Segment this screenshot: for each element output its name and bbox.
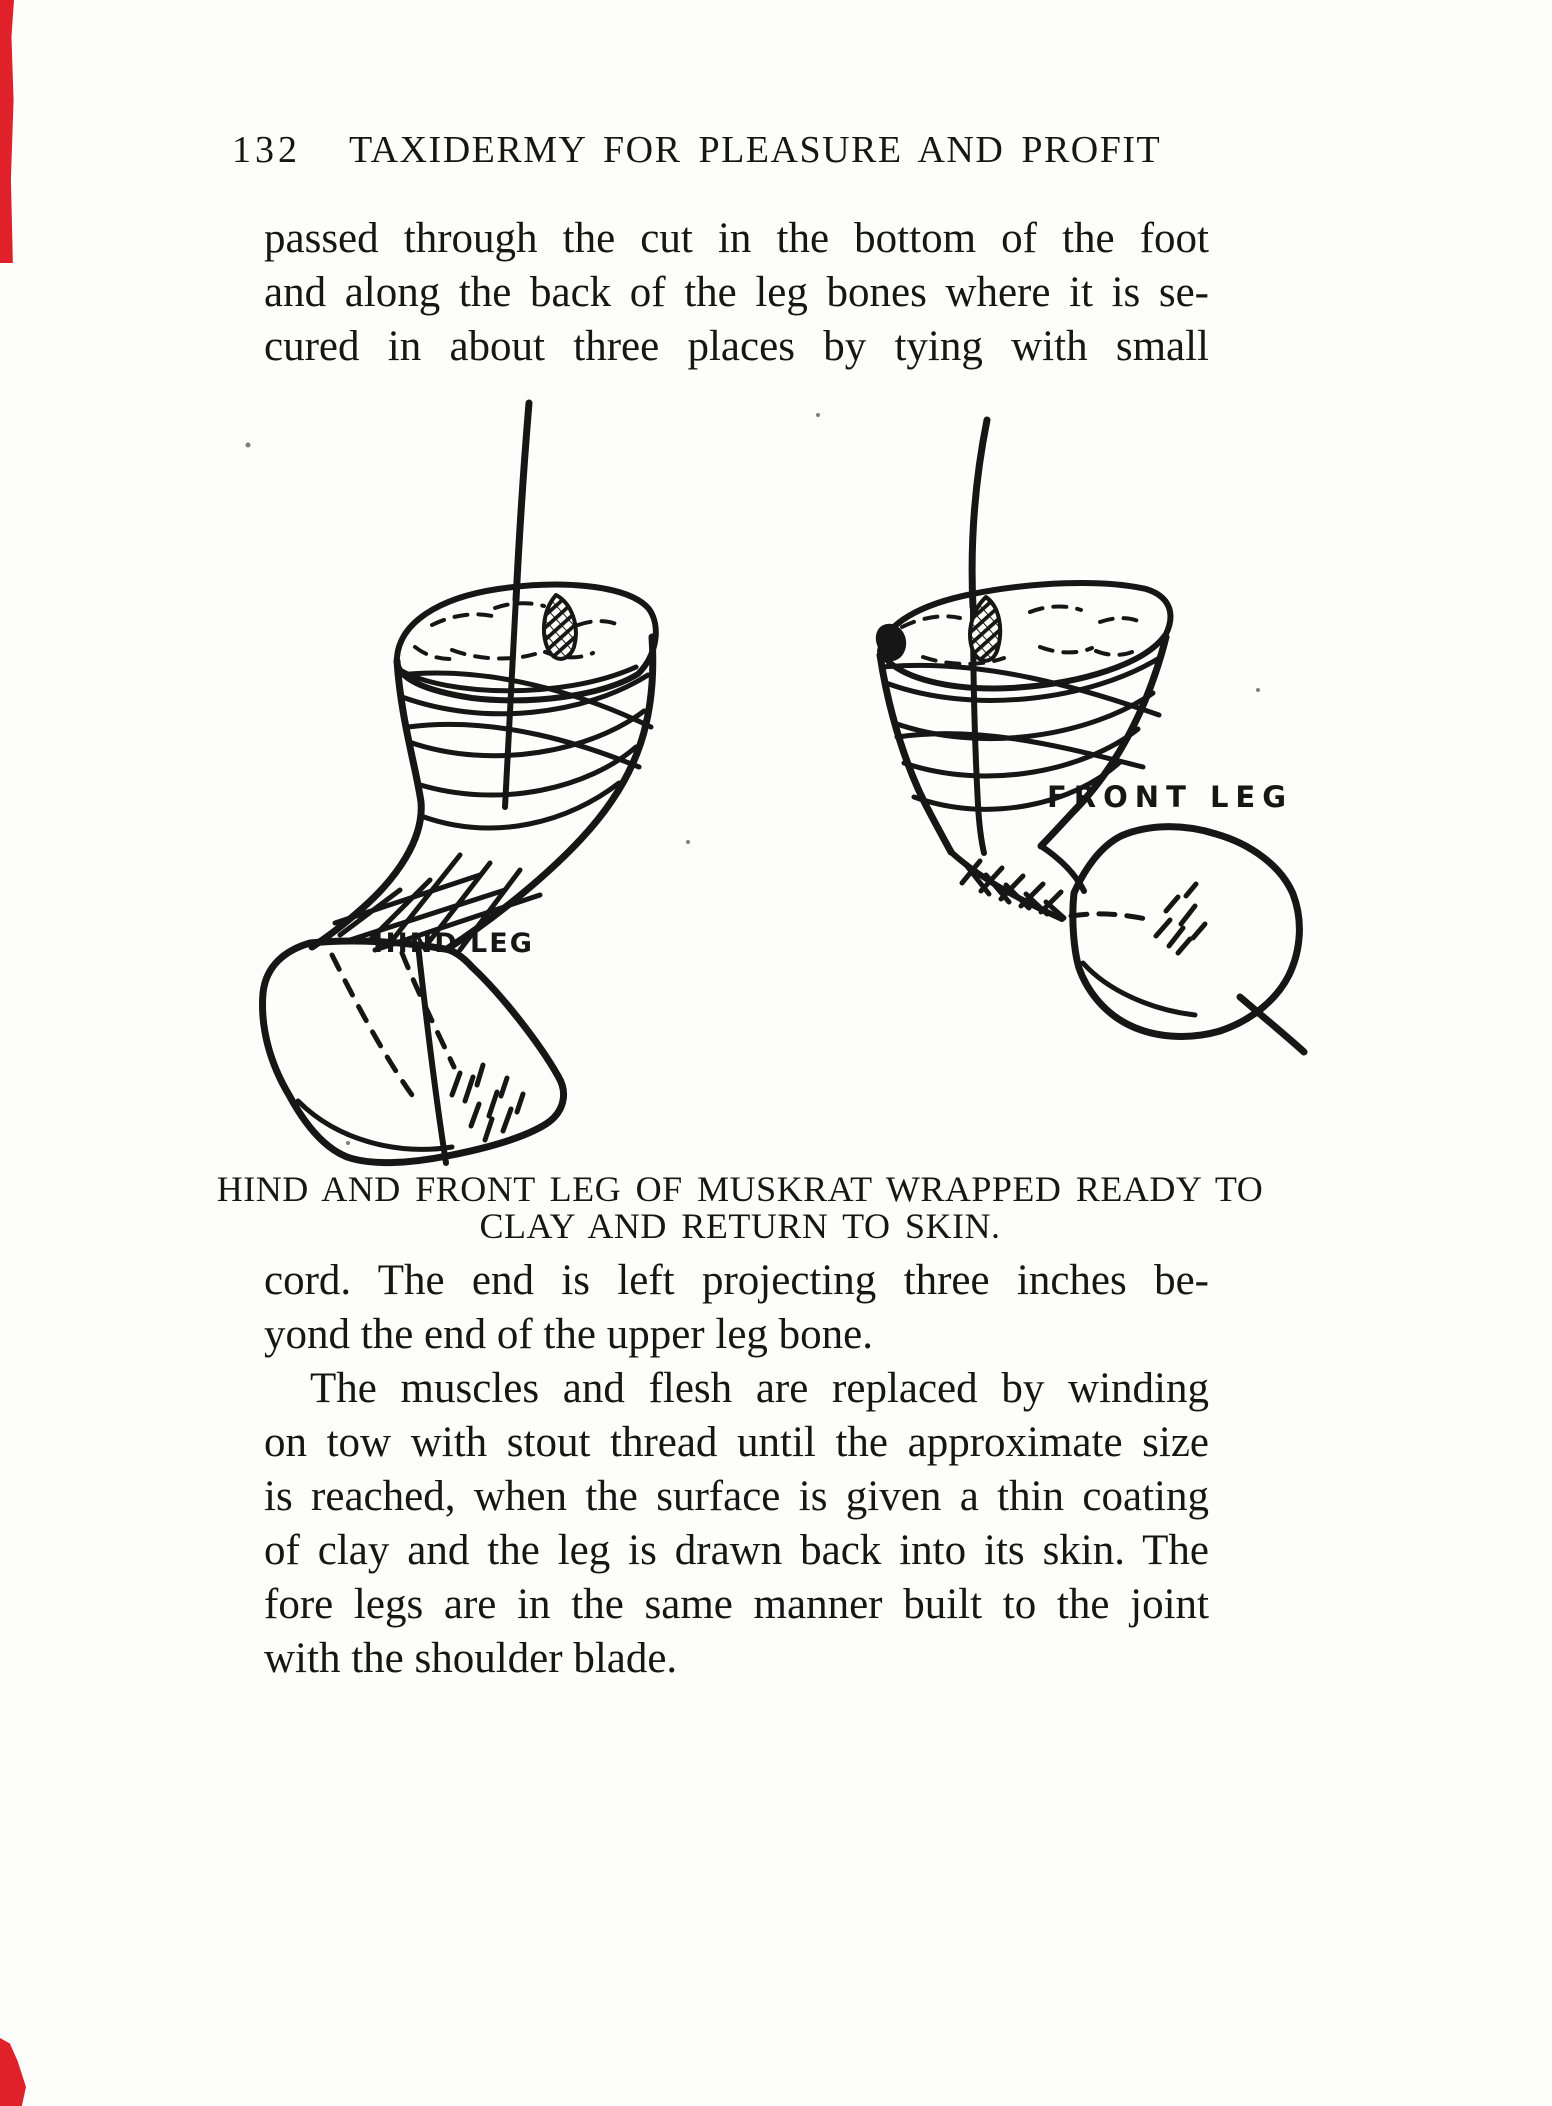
hind-bone-end xyxy=(544,595,576,659)
scan-edge-artifact-top xyxy=(0,0,14,263)
text-line: and along the back of the leg bones where it is se- xyxy=(264,269,1209,316)
page-number: 132 xyxy=(232,129,301,171)
text-line: passed through the cut in the bottom of the foot xyxy=(264,215,1209,262)
front-surface-swirls xyxy=(902,606,1138,663)
front-foot-outline xyxy=(1073,827,1300,1037)
text-line: on tow with stout thread until the approximate size xyxy=(264,1419,1209,1466)
front-leg-drawing xyxy=(878,420,1304,1052)
text-line: fore legs are in the same manner built to the joint xyxy=(264,1581,1209,1628)
text-line: yond the end of the upper leg bone. xyxy=(264,1311,873,1358)
muskrat-leg-figure xyxy=(240,295,1310,1175)
page-header xyxy=(232,128,1332,172)
text-line: of clay and the leg is drawn back into its skin. The xyxy=(264,1527,1209,1574)
front-claw-marks xyxy=(1156,884,1205,953)
paragraph-lower xyxy=(264,1254,1209,1686)
hind-leg-drawing xyxy=(263,403,656,1163)
figure-caption xyxy=(170,1171,1310,1245)
front-leg-string xyxy=(972,420,987,607)
scan-edge-artifact-bottom xyxy=(0,2038,26,2106)
caption-line: CLAY AND RETURN TO SKIN. xyxy=(479,1206,1001,1246)
text-line: The muscles and flesh are replaced by winding xyxy=(310,1365,1209,1412)
hind-foot-outline xyxy=(263,941,564,1163)
front-leg-label: FRONT LEG xyxy=(1047,780,1294,814)
text-line: with the shoulder blade. xyxy=(264,1635,678,1682)
text-line: cured in about three places by tying with small xyxy=(264,323,1209,370)
caption-line: HIND AND FRONT LEG OF MUSKRAT WRAPPED READY TO xyxy=(216,1169,1264,1209)
running-title: TAXIDERMY FOR PLEASURE AND PROFIT xyxy=(349,129,1162,171)
hind-leg-string xyxy=(516,403,529,600)
hind-claw-marks xyxy=(452,1065,523,1140)
text-line: is reached, when the surface is given a thin coating xyxy=(264,1473,1209,1520)
text-line: cord. The end is left projecting three inches be- xyxy=(264,1257,1209,1304)
hind-leg-label: HIND LEG xyxy=(373,928,534,959)
